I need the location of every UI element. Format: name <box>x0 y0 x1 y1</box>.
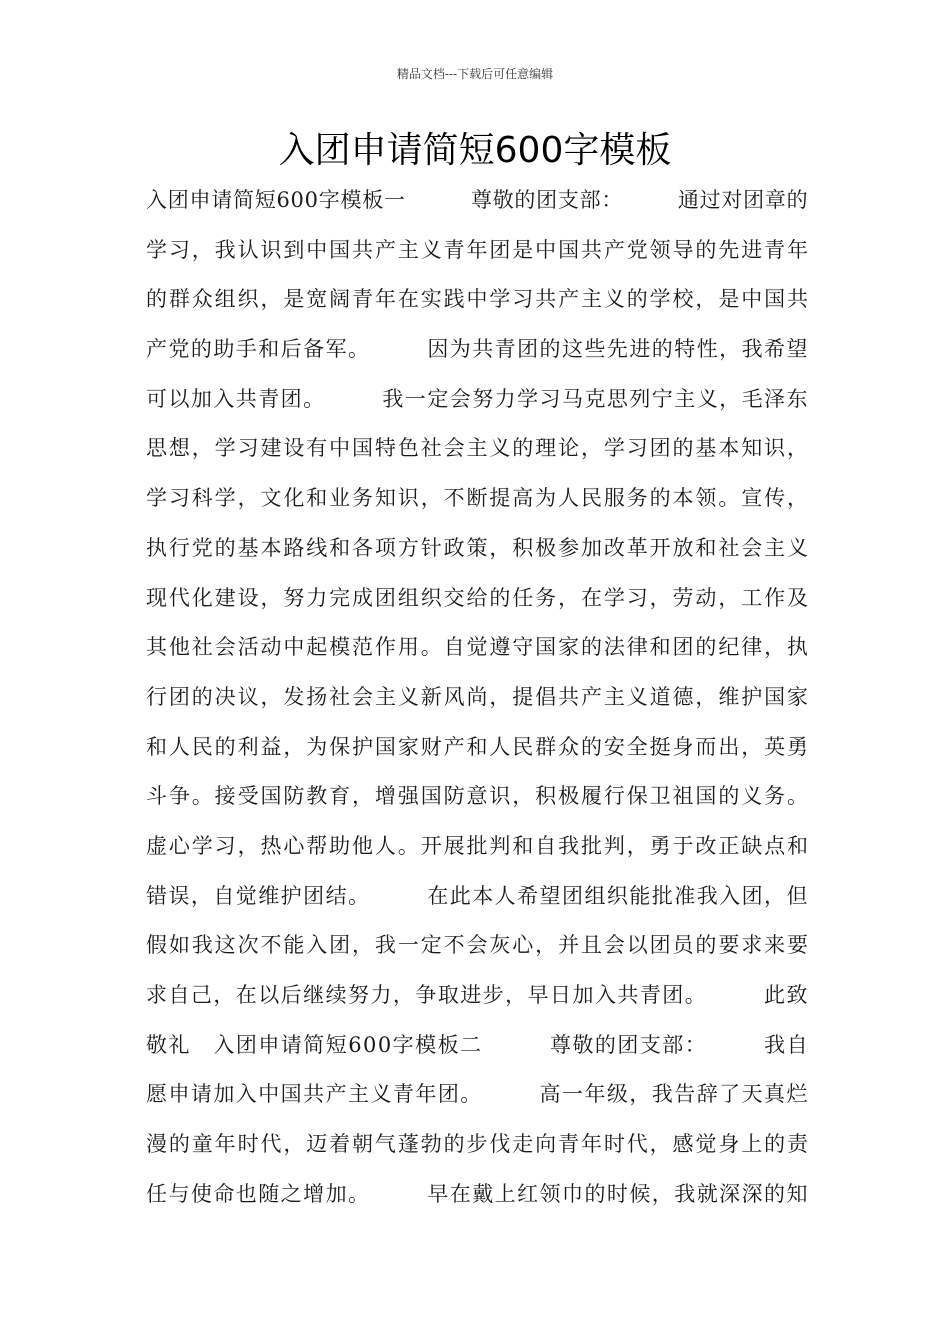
header-note: 精品文档---下载后可任意编辑 <box>396 67 554 81</box>
text-line-content: 虚心学习，热心帮助他人。开展批判和自我批判，勇于改正缺点和 <box>146 833 810 858</box>
text-line-1 <box>146 180 808 230</box>
document-title: 入团申请简短600字模板 <box>278 130 672 171</box>
text-line-content: 假如我这次不能入团，我一定不会灰心，并且会以团员的要求来要 <box>146 933 810 958</box>
text-line-21 <box>146 1174 808 1224</box>
text-line-content: 错误，自觉维护团结。 在此本人希望团组织能批准我入团，但 <box>146 883 809 908</box>
text-line-content: 学习科学，文化和业务知识，不断提高为人民服务的本领。宣传， <box>146 486 810 511</box>
text-line-19 <box>146 1074 808 1124</box>
text-line-content: 任与使命也随之增加。 早在戴上红领巾的时候，我就深深的知 <box>146 1181 809 1206</box>
text-line-content: 入团申请简短600字模板一 尊敬的团支部： 通过对团章的 <box>146 188 809 212</box>
text-line-content: 其他社会活动中起模范作用。自觉遵守国家的法律和团的纪律，执 <box>146 635 810 660</box>
text-line-2 <box>146 230 808 280</box>
text-line-16 <box>146 925 808 975</box>
text-line-18 <box>146 1025 808 1075</box>
text-line-14 <box>146 826 808 876</box>
text-line-content: 求自己，在以后继续努力，争取进步，早日加入共青团。 此致 <box>146 983 809 1007</box>
text-line-9 <box>146 578 808 628</box>
text-line-3 <box>146 279 808 329</box>
text-line-6 <box>146 428 808 478</box>
text-line-15 <box>146 876 808 926</box>
text-line-12 <box>146 727 808 777</box>
text-line-content: 漫的童年时代，迈着朝气蓬勃的步伐走向青年时代，感觉身上的责 <box>146 1132 810 1157</box>
text-line-13 <box>146 776 808 826</box>
text-line-11 <box>146 677 808 727</box>
text-line-content: 产党的助手和后备军。 因为共青团的这些先进的特性，我希望 <box>146 337 809 362</box>
text-line-content: 执行党的基本路线和各项方针政策，积极参加改革开放和社会主义 <box>146 535 810 560</box>
text-line-5 <box>146 379 808 429</box>
text-line-4 <box>146 329 808 379</box>
text-line-7 <box>146 478 808 528</box>
text-line-content: 思想，学习建设有中国特色社会主义的理论，学习团的基本知识， <box>146 436 810 461</box>
text-line-content: 和人民的利益，为保护国家财产和人民群众的安全挺身而出，英勇 <box>146 734 810 759</box>
text-line-20 <box>146 1124 808 1174</box>
text-line-content: 愿申请加入中国共产主义青年团。 高一年级，我告辞了天真烂 <box>146 1082 809 1107</box>
text-line-content: 现代化建设，努力完成团组织交给的任务，在学习，劳动，工作及 <box>146 585 810 610</box>
text-line-10 <box>146 627 808 677</box>
text-line-content: 行团的决议，发扬社会主义新风尚，提倡共产主义道德，维护国家 <box>146 684 810 709</box>
text-line-content: 学习，我认识到中国共产主义青年团是中国共产党领导的先进青年 <box>146 237 810 262</box>
text-line-content: 敬礼 入团申请简短600字模板二 尊敬的团支部： 我自 <box>146 1032 810 1057</box>
body-text <box>146 180 808 1223</box>
text-line-content: 斗争。接受国防教育，增强国防意识，积极履行保卫祖国的义务。 <box>146 784 810 809</box>
text-line-content: 的群众组织，是宽阔青年在实践中学习共产主义的学校，是中国共 <box>146 287 810 312</box>
text-line-8 <box>146 528 808 578</box>
text-line-content: 可以加入共青团。 我一定会努力学习马克思列宁主义，毛泽东 <box>146 386 809 411</box>
text-line-17 <box>146 975 808 1025</box>
